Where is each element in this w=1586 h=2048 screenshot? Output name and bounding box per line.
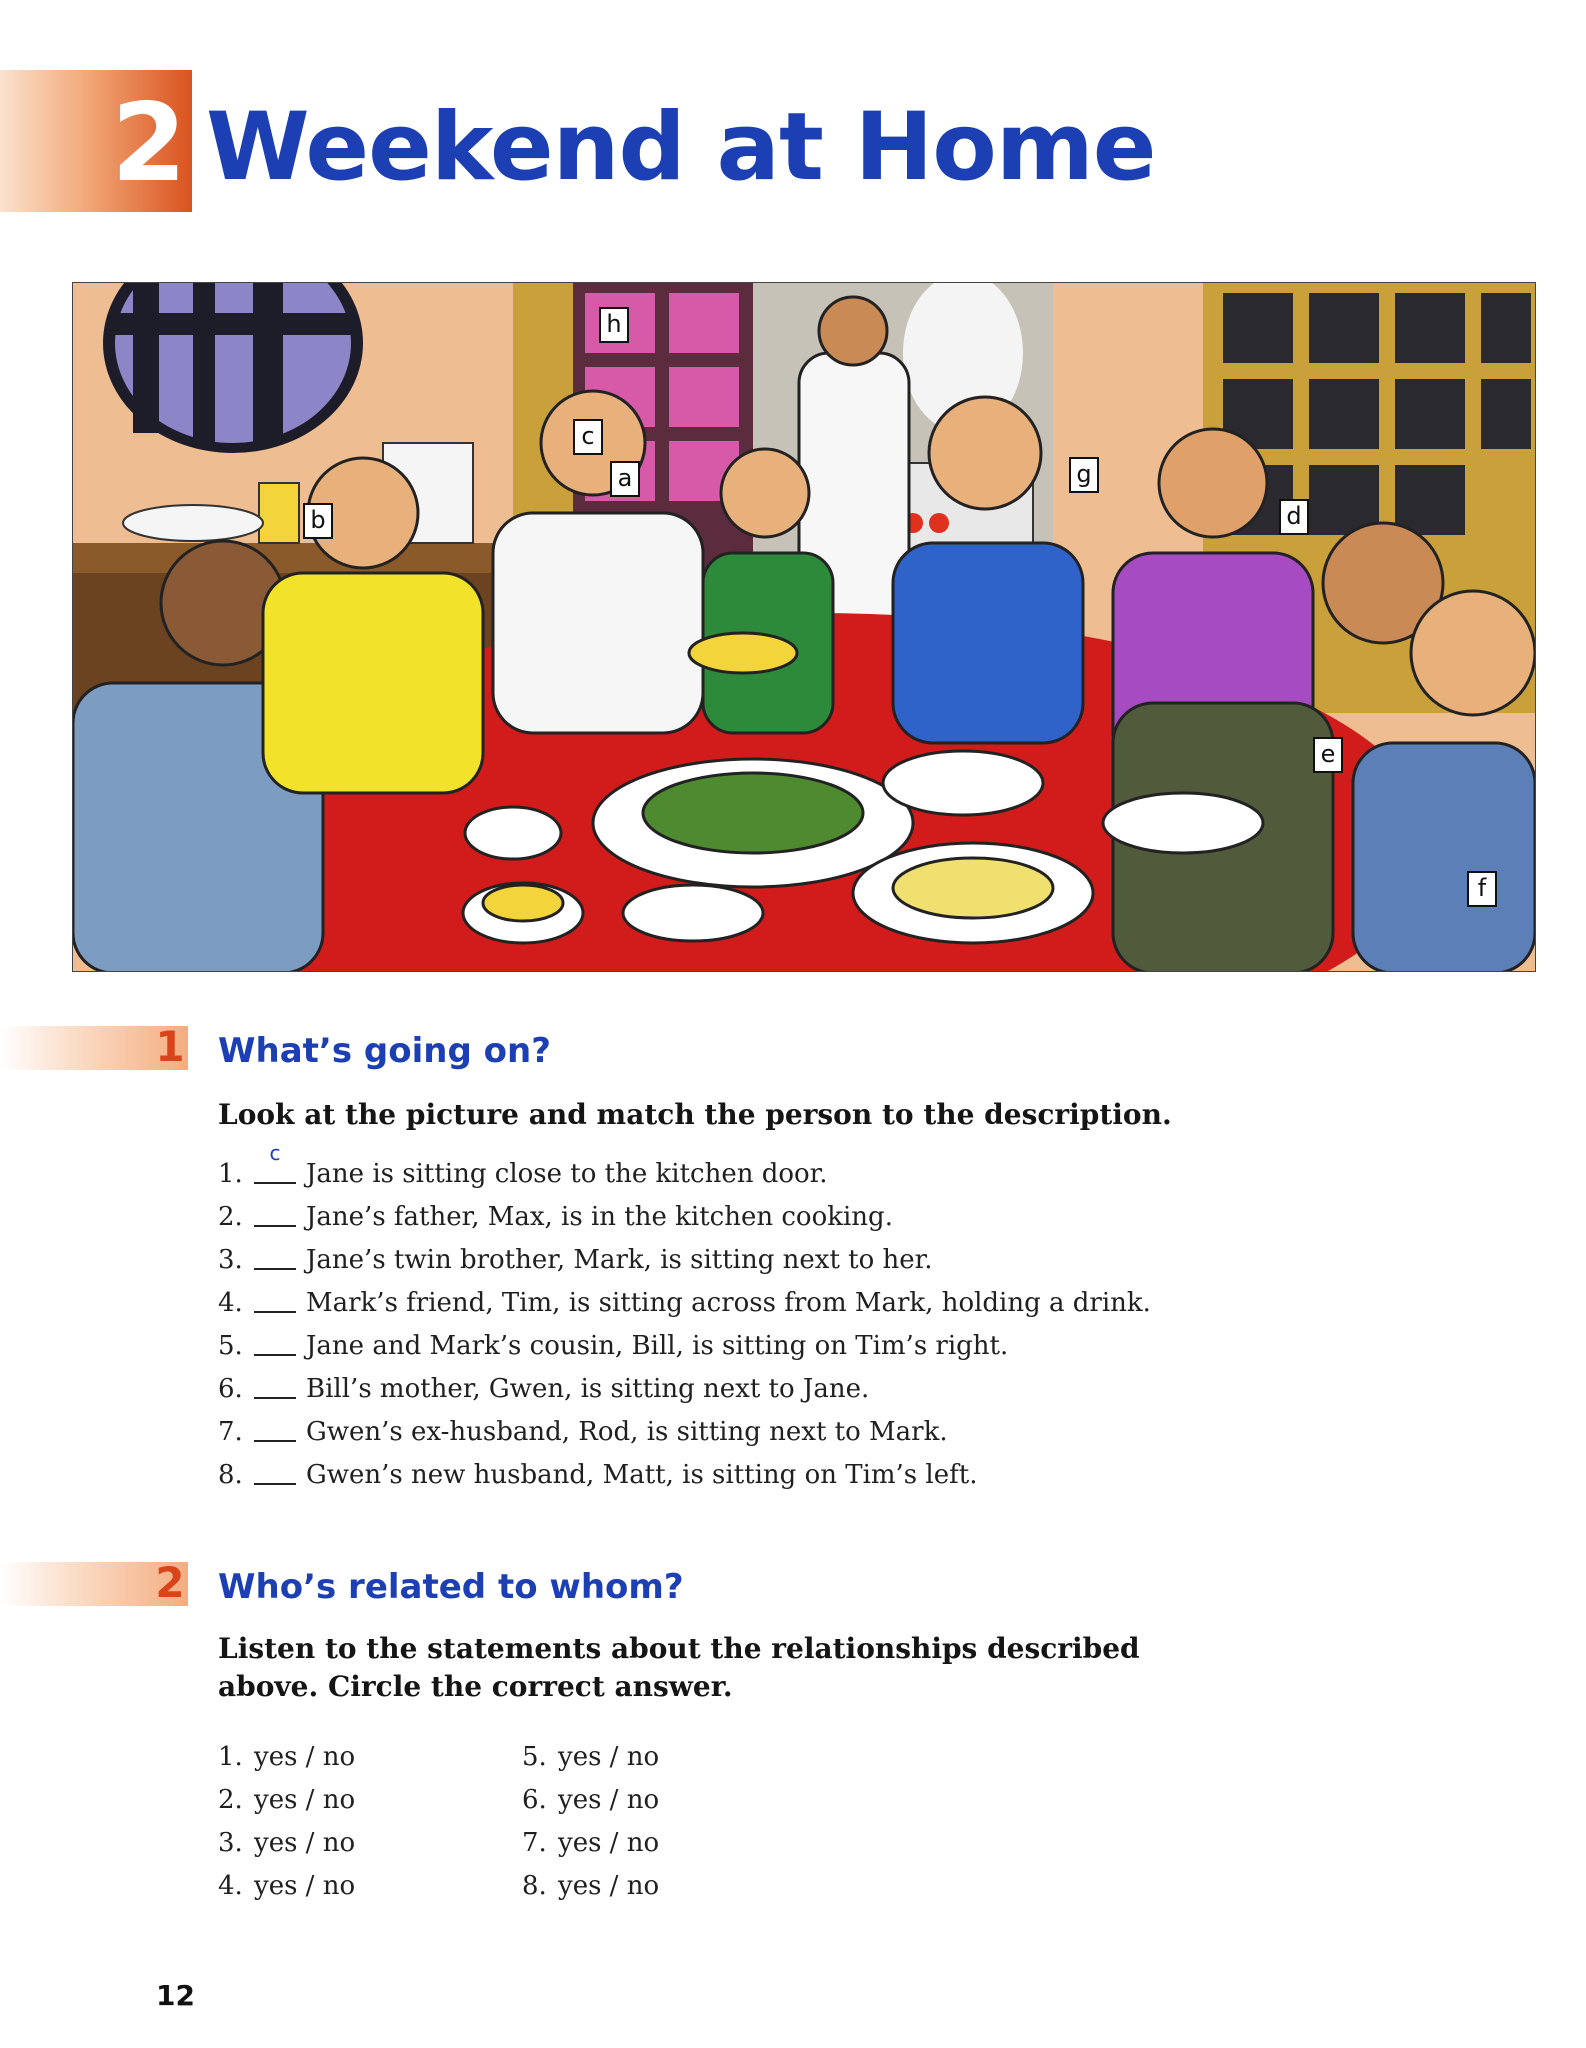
matching-exercise (218, 1141, 1151, 1496)
yes-no-item[interactable]: 5. yes / no (522, 1742, 660, 1772)
yes-no-item[interactable]: 2. yes / no (218, 1785, 356, 1815)
answer-blank[interactable] (254, 1367, 296, 1399)
shelf (73, 543, 513, 573)
page-number: 12 (156, 1979, 195, 2012)
exercise-item: 2. Jane’s father, Max, is in the kitchen cooking. (218, 1195, 1151, 1238)
section-2-title: Who’s related to whom? (218, 1567, 684, 1607)
exercise-text: Jane is sitting close to the kitchen door. (306, 1159, 828, 1189)
label-f: f (1467, 871, 1497, 907)
exercise-text: Gwen’s new husband, Matt, is sitting on Tim’s left. (306, 1460, 978, 1490)
unit-number: 2 (111, 81, 187, 206)
exercise-text: Mark’s friend, Tim, is sitting across from Mark, holding a drink. (306, 1288, 1151, 1318)
yes-no-item[interactable]: 8. yes / no (522, 1871, 660, 1901)
exercise-text: Jane and Mark’s cousin, Bill, is sitting on Tim’s right. (306, 1331, 1009, 1361)
exercise-item: 1. c Jane is sitting close to the kitchen door. (218, 1152, 1151, 1195)
dinner-scene (73, 283, 1535, 971)
answer-blank[interactable] (254, 1324, 296, 1356)
section-2-instruction: Listen to the statements about the relationships described above. Circle the correct answer. (218, 1632, 1140, 1703)
label-b: b (303, 503, 333, 539)
answer-blank[interactable] (254, 1281, 296, 1313)
answer-value: c (269, 1141, 281, 1165)
exercise-text: Jane’s twin brother, Mark, is sitting next to her. (306, 1245, 933, 1275)
section-1-number: 1 (155, 1022, 185, 1071)
person-yellow (263, 573, 483, 793)
exercise-item: 7. Gwen’s ex-husband, Rod, is sitting next to Mark. (218, 1410, 1151, 1453)
answer-blank[interactable] (254, 1410, 296, 1442)
label-e: e (1313, 737, 1343, 773)
exercise-item: 4. Mark’s friend, Tim, is sitting across from Mark, holding a drink. (218, 1281, 1151, 1324)
section-2-number: 2 (155, 1558, 185, 1607)
label-c: c (573, 419, 603, 455)
exercise-item: 6. Bill’s mother, Gwen, is sitting next to Jane. (218, 1367, 1151, 1410)
unit-title: Weekend at Home (206, 93, 1156, 202)
answer-blank[interactable] (254, 1238, 296, 1270)
yes-no-list-right (522, 1736, 659, 1908)
answer-blank[interactable] (254, 1195, 296, 1227)
exercise-text: Jane’s father, Max, is in the kitchen cooking. (306, 1202, 893, 1232)
label-a: a (610, 461, 640, 497)
answer-blank[interactable] (254, 1453, 296, 1485)
label-h: h (599, 307, 629, 343)
answer-blank[interactable] (254, 1141, 296, 1184)
person-a (493, 513, 703, 733)
exercise-item: 8. Gwen’s new husband, Matt, is sitting on Tim’s left. (218, 1453, 1151, 1496)
exercise-item: 5. Jane and Mark’s cousin, Bill, is sitting on Tim’s right. (218, 1324, 1151, 1367)
yes-no-item[interactable]: 3. yes / no (218, 1828, 356, 1858)
section-1-instruction: Look at the picture and match the person to the description. (218, 1098, 1172, 1131)
label-d: d (1279, 499, 1309, 535)
yes-no-item[interactable]: 7. yes / no (522, 1828, 660, 1858)
person-g (893, 543, 1083, 743)
label-g: g (1069, 457, 1099, 493)
section-1-title: What’s going on? (218, 1031, 551, 1071)
yes-no-item[interactable]: 6. yes / no (522, 1785, 660, 1815)
person-f (1353, 743, 1535, 971)
yes-no-item[interactable]: 4. yes / no (218, 1871, 356, 1901)
exercise-item: 3. Jane’s twin brother, Mark, is sitting next to her. (218, 1238, 1151, 1281)
yes-no-item[interactable]: 1. yes / no (218, 1742, 356, 1772)
yes-no-list-left (218, 1736, 355, 1908)
exercise-text: Bill’s mother, Gwen, is sitting next to Jane. (306, 1374, 870, 1404)
exercise-text: Gwen’s ex-husband, Rod, is sitting next to Mark. (306, 1417, 948, 1447)
dinner-illustration (72, 282, 1536, 972)
